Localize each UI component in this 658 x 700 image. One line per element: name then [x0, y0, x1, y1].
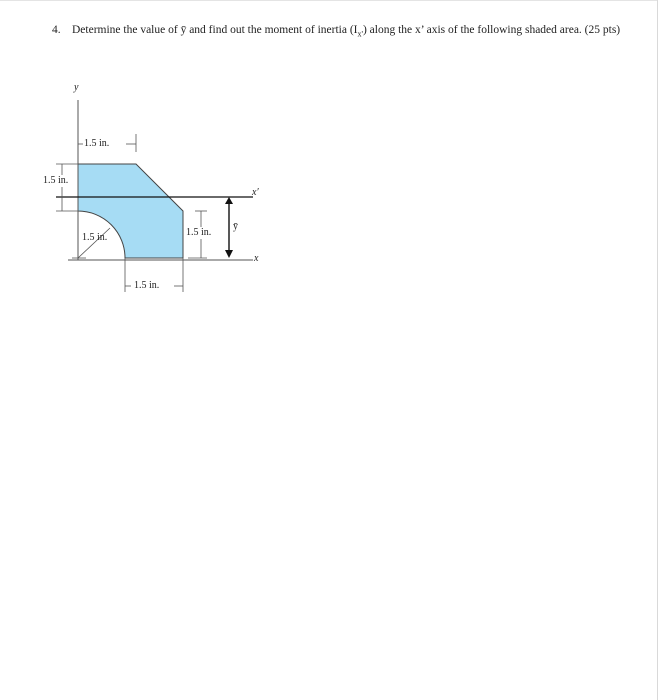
- bottom-width-label: 1.5 in.: [134, 280, 160, 291]
- y-axis-label: y: [74, 82, 79, 93]
- question-text-start: Determine the value of ȳ and find out the moment of inertia (I: [72, 24, 358, 36]
- x-prime-axis-label: x′: [252, 187, 259, 198]
- question-4: [52, 22, 637, 42]
- page-border-top: [0, 0, 658, 1]
- arc-radius-label: 1.5 in.: [82, 232, 108, 243]
- x-axis-label: x: [254, 253, 259, 264]
- top-width-label: 1.5 in.: [84, 138, 110, 149]
- question-subscript: x': [357, 29, 363, 39]
- ybar-arrow-head-bottom: [225, 250, 233, 258]
- ybar-arrow-head-top: [225, 197, 233, 204]
- left-height-label: 1.5 in.: [43, 175, 69, 186]
- question-text: [72, 22, 637, 42]
- figure-drawing: [38, 70, 273, 300]
- right-height-label: 1.5 in.: [186, 227, 212, 238]
- question-number: 4.: [52, 24, 61, 36]
- shaded-area-figure: [38, 70, 273, 300]
- question-text-end: ) along the x’ axis of the following shaded area. (25 pts): [362, 24, 621, 36]
- ybar-label: ȳ: [233, 221, 238, 232]
